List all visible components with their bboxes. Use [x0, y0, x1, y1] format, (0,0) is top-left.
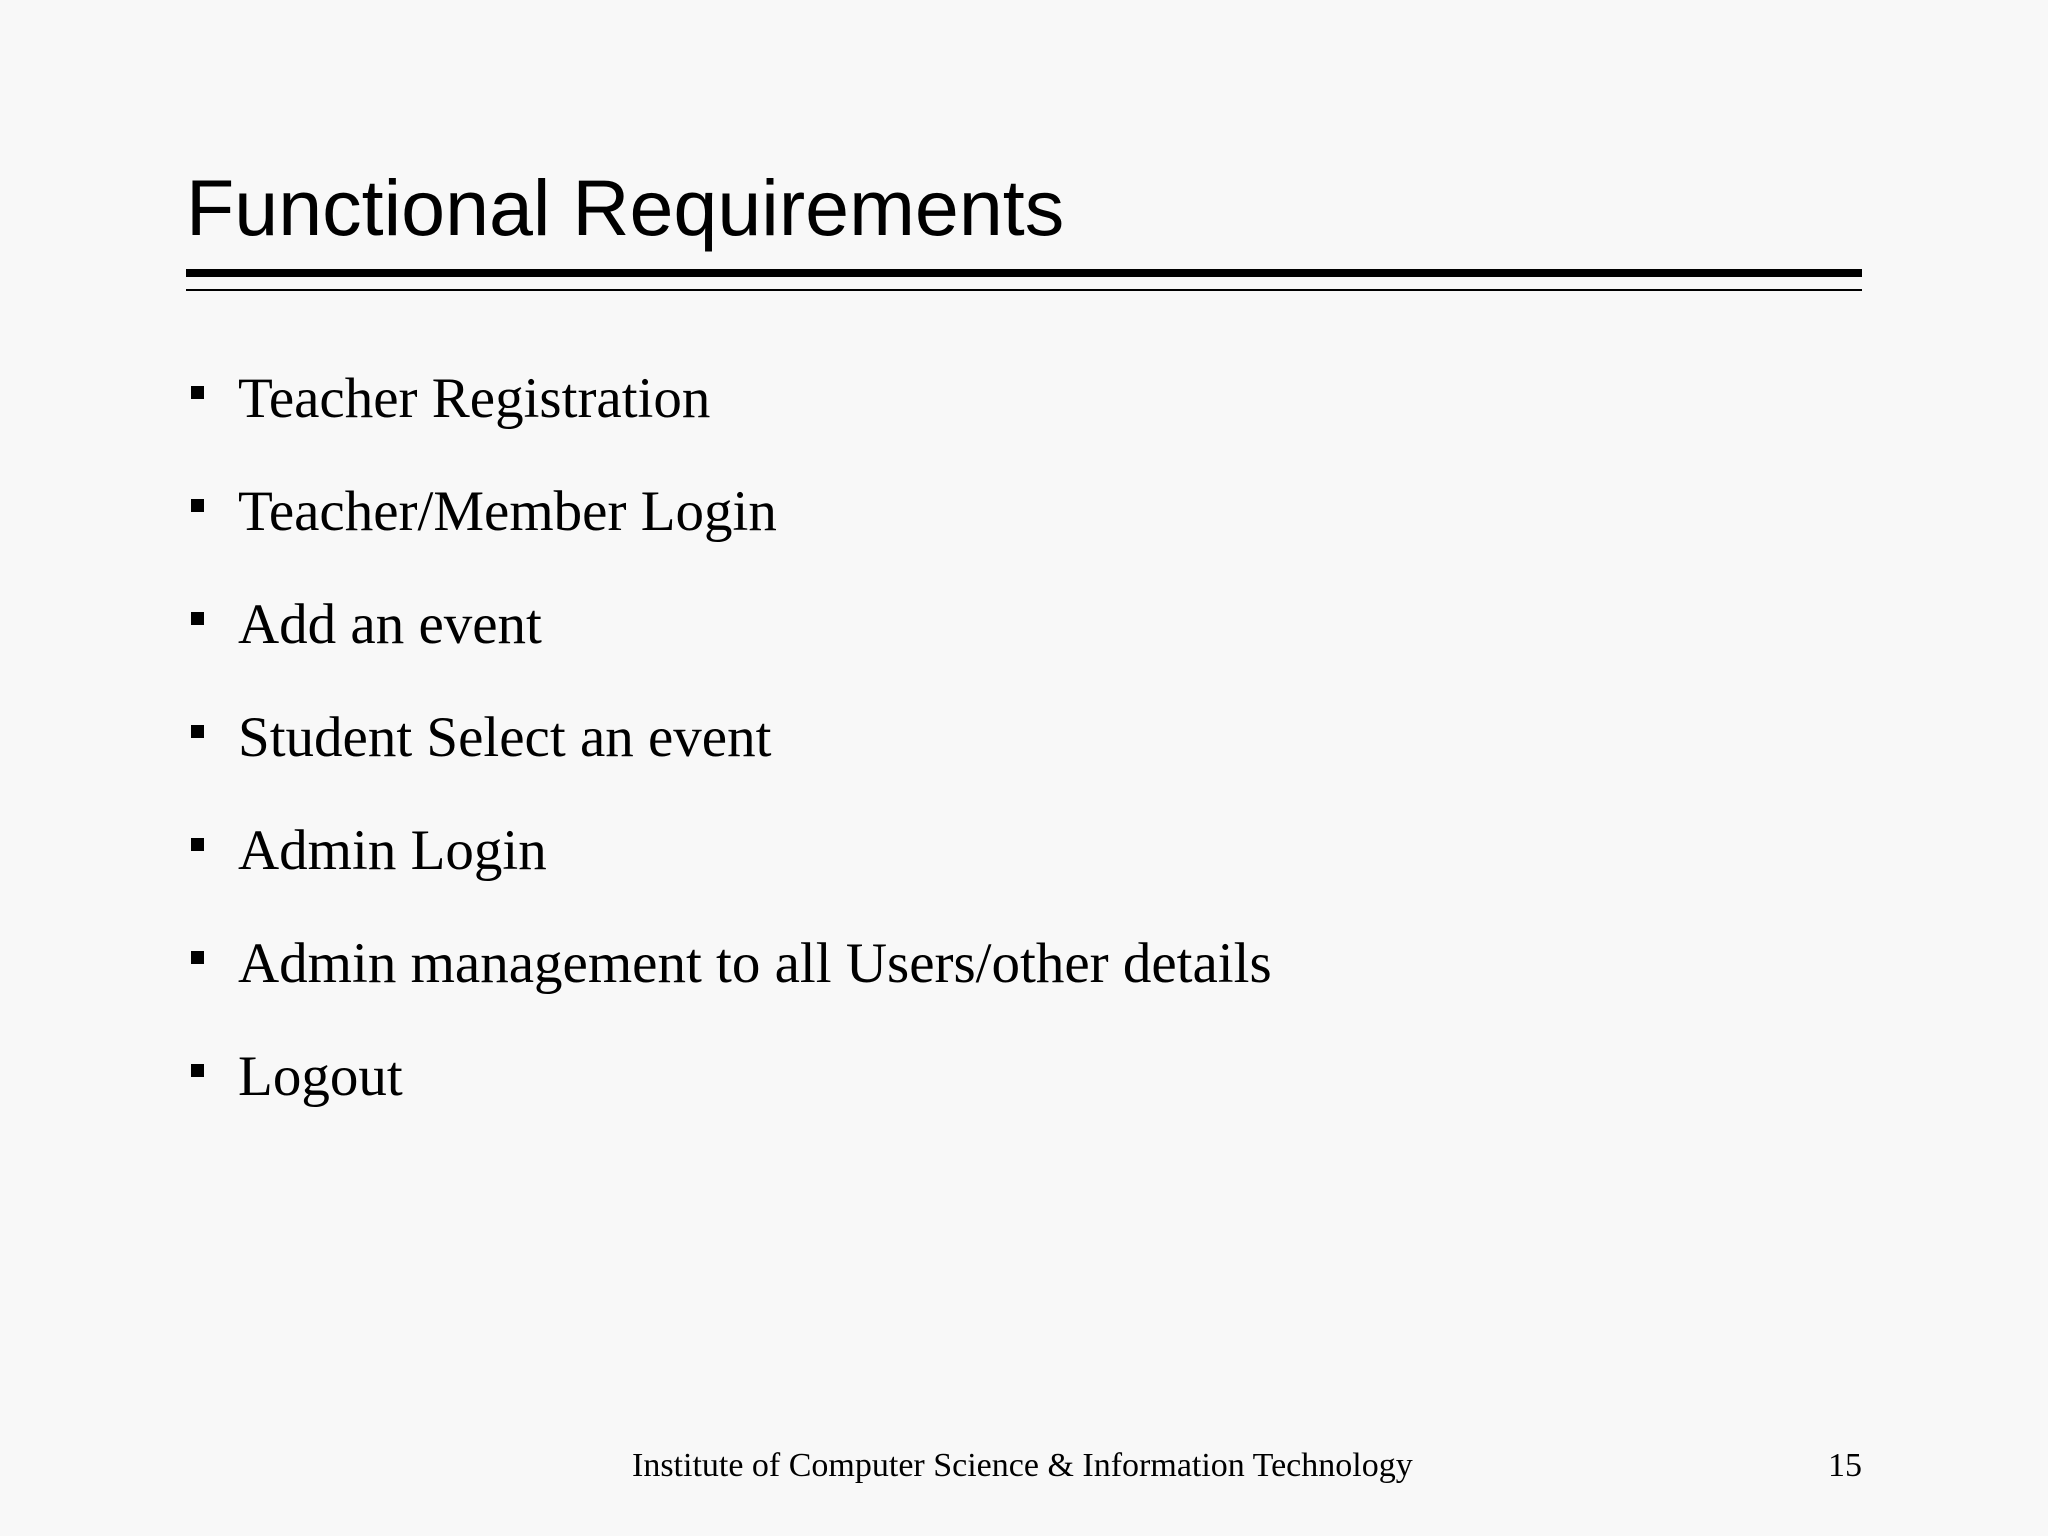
title-underline-thin [186, 289, 1862, 291]
title-underline-thick [186, 269, 1862, 277]
bullet-item [186, 475, 1272, 588]
bullet-item [186, 927, 1272, 1040]
square-bullet-icon [191, 725, 204, 738]
bullet-item [186, 701, 1272, 814]
bullet-text: Admin management to all Users/other details [238, 932, 1272, 995]
page-number: 15 [1828, 1447, 1862, 1484]
bullet-text: Logout [238, 1045, 403, 1108]
bullet-item [186, 814, 1272, 927]
bullet-item [186, 1040, 1272, 1153]
bullet-text: Teacher Registration [238, 367, 711, 430]
bullet-text: Admin Login [238, 819, 547, 882]
bullet-text: Student Select an event [238, 706, 772, 769]
square-bullet-icon [191, 1064, 204, 1077]
bullet-item [186, 362, 1272, 475]
square-bullet-icon [191, 499, 204, 512]
bullet-text: Add an event [238, 593, 542, 656]
slide-title: Functional Requirements [186, 163, 1065, 252]
square-bullet-icon [191, 386, 204, 399]
square-bullet-icon [191, 838, 204, 851]
square-bullet-icon [191, 612, 204, 625]
bullet-item [186, 588, 1272, 701]
slide-footer: Institute of Computer Science & Information Technology [632, 1447, 1413, 1484]
bullet-text: Teacher/Member Login [238, 480, 777, 543]
square-bullet-icon [191, 951, 204, 964]
bullet-list [186, 362, 1272, 1153]
